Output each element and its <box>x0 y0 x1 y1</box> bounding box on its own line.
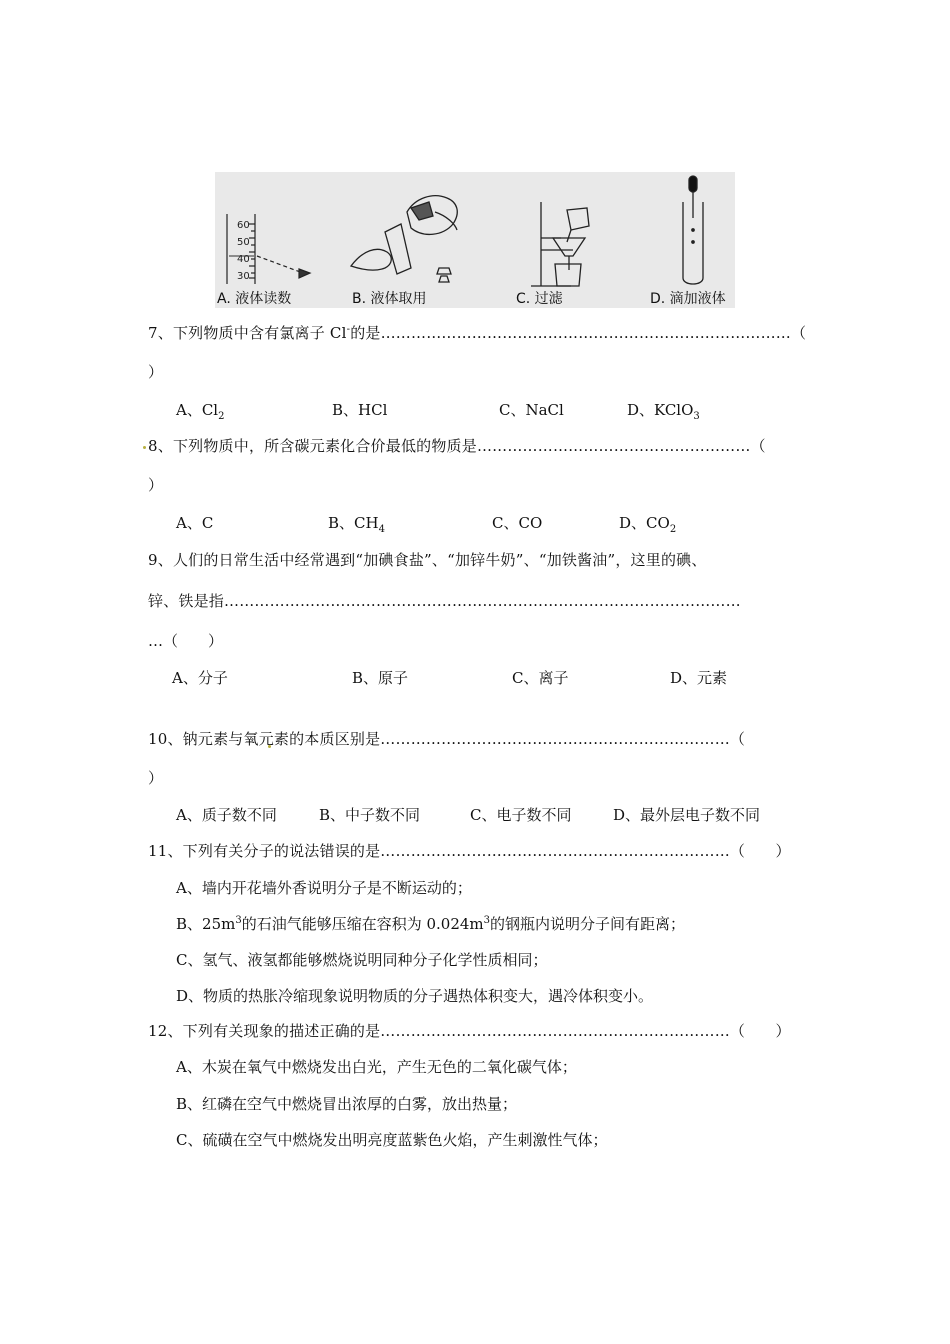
q10-option-c: C、电子数不同 <box>470 806 572 824</box>
q11-option-a: A、墙内开花墙外香说明分子是不断运动的； <box>176 879 472 897</box>
scale-tick-60: 60 <box>237 220 250 231</box>
q8-paren-close: ） <box>148 476 164 494</box>
q7-option-b: B、HCl <box>332 401 388 419</box>
q10-option-d: D、最外层电子数不同 <box>613 806 761 824</box>
q7-option-c: C、NaCl <box>499 401 564 419</box>
q9-option-c: C、离子 <box>512 669 569 687</box>
q12-option-a: A、木炭在氧气中燃烧发出白光，产生无色的二氧化碳气体； <box>176 1058 577 1076</box>
q8-option-d: D、$CO_2$ <box>619 514 677 535</box>
q9-stem-line3: …（ ） <box>148 632 224 650</box>
q7-paren-close: ） <box>148 363 164 381</box>
q7-stem: 7、下列物质中含有氯离子 Cl-的是………………………………………………………………………（ <box>148 324 807 342</box>
q12-option-c: C、硫磺在空气中燃烧发出明亮度蓝紫色火焰，产生刺激性气体； <box>176 1131 608 1149</box>
q9-stem-line2: 锌、铁是指………………………………………………………………………………………… <box>148 592 741 610</box>
q10-option-a: A、质子数不同 <box>176 806 277 824</box>
scale-tick-40: 40 <box>237 254 250 265</box>
scale-tick-30: 30 <box>237 271 250 282</box>
q10-option-b: B、中子数不同 <box>319 806 421 824</box>
q10-stem: 10、钠元素与氧元素的本质区别是……………………………………………………………（ <box>148 730 746 748</box>
q8-option-b: B、$CH_4$ <box>328 514 385 535</box>
lab-operations-figure <box>215 172 735 308</box>
q8-option-a: A、C <box>176 514 214 532</box>
q9-option-d: D、元素 <box>670 669 728 687</box>
q9-option-a: A、分子 <box>172 669 228 687</box>
caption-a-liquid-reading: A. 液体读数 <box>217 291 292 307</box>
q11-option-b: B、$25m^3$的石油气能够压缩在容积为 $0.024m^3$的钢瓶内说明分子间有距离； <box>176 915 686 933</box>
q11-option-d: D、物质的热胀冷缩现象说明物质的分子遇热体积变大，遇冷体积变小。 <box>176 987 654 1005</box>
dropper-test-tube-drawing <box>683 176 703 284</box>
q7-option-a: A、$Cl_2$ <box>176 401 225 422</box>
pouring-hands-drawing <box>351 196 457 282</box>
scale-tick-50: 50 <box>237 237 250 248</box>
q10-paren-close: ） <box>148 769 164 787</box>
q12-stem: 12、下列有关现象的描述正确的是……………………………………………………………（ ） <box>148 1022 791 1040</box>
filtration-apparatus-drawing <box>531 202 589 286</box>
q8-option-c: C、CO <box>492 514 543 532</box>
caption-c-filtration: C. 过滤 <box>516 291 563 307</box>
q7-option-d: D、KClO$_3$ <box>627 401 700 422</box>
q8-stem: 8、下列物质中，所含碳元素化合价最低的物质是………………………………………………（ <box>148 437 766 455</box>
q12-option-b: B、红磷在空气中燃烧冒出浓厚的白雾，放出热量； <box>176 1095 518 1113</box>
q11-stem: 11、下列有关分子的说法错误的是……………………………………………………………（ ） <box>148 842 791 860</box>
caption-b-liquid-taking: B. 液体取用 <box>352 291 427 307</box>
caption-d-adding-liquid: D. 滴加液体 <box>650 291 726 307</box>
q11-option-c: C、氢气、液氢都能够燃烧说明同种分子化学性质相同； <box>176 951 548 969</box>
q9-stem-line1: 9、人们的日常生活中经常遇到“加碘食盐”、“加锌牛奶”、“加铁酱油”，这里的碘、 <box>148 551 707 569</box>
q9-option-b: B、原子 <box>352 669 409 687</box>
